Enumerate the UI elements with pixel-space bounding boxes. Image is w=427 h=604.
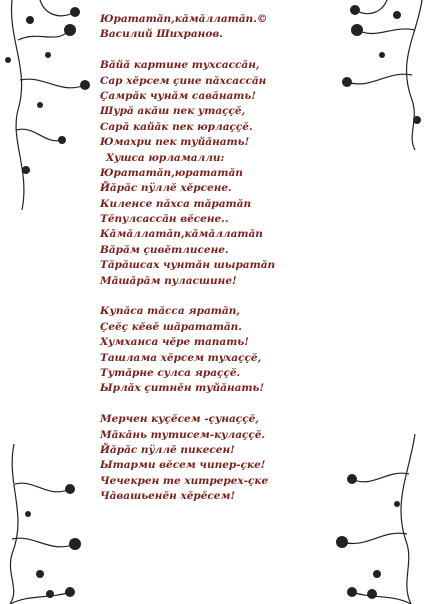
poem-line: Мăшăрăм пуласшине!: [100, 274, 237, 287]
poem-line: Хумханса чĕре тапать!: [100, 336, 249, 349]
poem-line: Йăрăс пÿллĕ хĕрсене.: [100, 182, 232, 195]
poem-author: Василий Шихранов.: [100, 28, 223, 41]
poem-line: Сар хĕрсем çине пăхсассăн: [100, 74, 267, 87]
poem-line: Сарă кайăк пек юрлаççĕ.: [100, 120, 253, 133]
poem-line: Ташлама хĕрсем тухаççĕ,: [100, 351, 262, 364]
floral-ornament-top-left-icon: [0, 0, 100, 210]
poem-line: Вăрăм çивĕтлисене.: [100, 243, 229, 256]
poem-line: Шурă акăш пек утаççĕ,: [100, 105, 246, 118]
poem-line: Мăкăнь тутисем-кулаççĕ.: [100, 428, 266, 441]
poem-line: Киленсе пăхса тăратăп: [100, 197, 252, 210]
poem-line: Чечекрен те хитререх-çке: [100, 474, 269, 487]
poem-line: Ырлăх çитнĕн туйăнать!: [100, 382, 265, 395]
poem-line: Йăрăс пÿллĕ пикесен!: [100, 443, 235, 456]
poem-line: Тĕпулсассăн вĕсене..: [100, 213, 229, 226]
stanza-3: [100, 412, 340, 504]
stanza-2: [100, 304, 340, 396]
poem-line: Кăмăллатăп,кăмăллатăп: [100, 228, 263, 241]
poem-line: Тăрăшсах чунтăн шыратăп: [100, 259, 276, 272]
floral-ornament-top-right-icon: [327, 0, 427, 150]
poem-line: Чăвашьенĕн хĕрĕсем!: [100, 490, 236, 503]
poem: [100, 12, 340, 505]
stanza-gap: [100, 397, 340, 412]
poem-line: Ытарми вĕсем чипер-çке!: [100, 459, 266, 472]
poem-line: Купăса тăсса яратăп,: [100, 305, 240, 318]
poem-line: Юмахри пек туйăнать!: [100, 136, 250, 149]
floral-ornament-bottom-left-icon: [0, 444, 100, 604]
poem-line: Юрататăп,юрататăп: [100, 166, 243, 179]
stanza-gap: [100, 289, 340, 304]
refrain-label: Хушса юрламалли:: [106, 151, 225, 164]
poem-line: Çеĕç кĕвĕ шăрататăп.: [100, 320, 242, 333]
poem-title: Юрататăп,кăмăллатăп.©: [100, 13, 268, 25]
poem-line: Тутăрне сулса яраççĕ.: [100, 366, 241, 379]
poem-line: Çамрăк чунăм савăнать!: [100, 89, 256, 102]
stanza-1: [100, 58, 340, 289]
poem-line: Мерчен куçĕсем -çунаççĕ,: [100, 413, 259, 426]
stanza-gap: [100, 43, 340, 58]
poem-line: Вăйă картине тухсассăн,: [100, 59, 260, 72]
